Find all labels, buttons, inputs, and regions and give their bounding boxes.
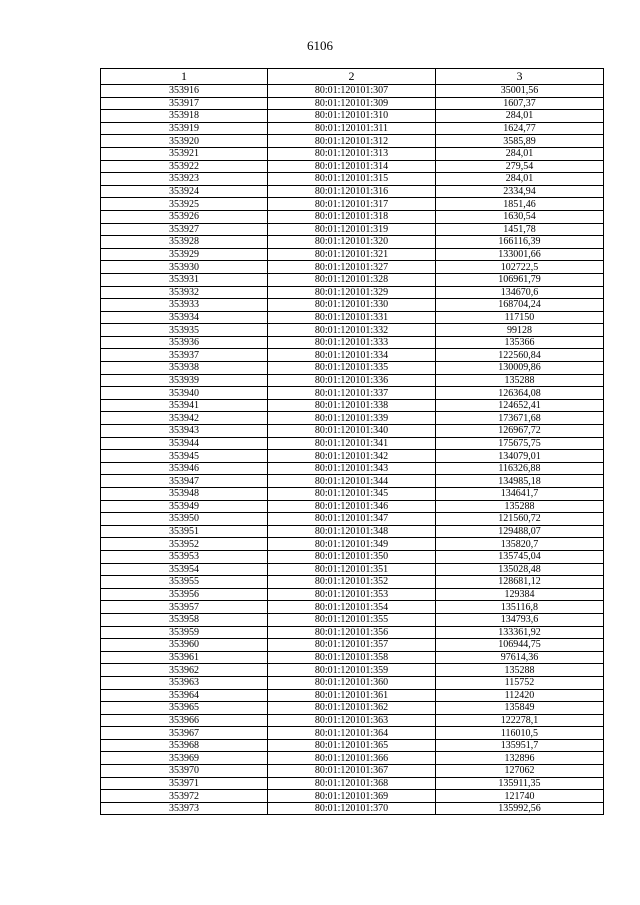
row-number-cell: 353954 bbox=[101, 563, 268, 576]
cadastral-number-cell: 80:01:120101:365 bbox=[268, 739, 436, 752]
value-cell: 1630,54 bbox=[436, 210, 604, 223]
cadastral-number-cell: 80:01:120101:340 bbox=[268, 425, 436, 438]
value-cell: 135288 bbox=[436, 500, 604, 513]
value-cell: 106944,75 bbox=[436, 639, 604, 652]
row-number-cell: 353972 bbox=[101, 790, 268, 803]
data-table bbox=[100, 68, 604, 815]
row-number-cell: 353943 bbox=[101, 425, 268, 438]
value-cell: 116326,88 bbox=[436, 462, 604, 475]
row-number-cell: 353966 bbox=[101, 714, 268, 727]
value-cell: 97614,36 bbox=[436, 651, 604, 664]
cadastral-number-cell: 80:01:120101:332 bbox=[268, 324, 436, 337]
row-number-cell: 353937 bbox=[101, 349, 268, 362]
cadastral-number-cell: 80:01:120101:346 bbox=[268, 500, 436, 513]
table-row bbox=[101, 362, 604, 375]
cadastral-number-cell: 80:01:120101:320 bbox=[268, 236, 436, 249]
table-row bbox=[101, 727, 604, 740]
table-row bbox=[101, 626, 604, 639]
cadastral-number-cell: 80:01:120101:352 bbox=[268, 576, 436, 589]
cadastral-number-cell: 80:01:120101:333 bbox=[268, 336, 436, 349]
table-row bbox=[101, 374, 604, 387]
table-row bbox=[101, 525, 604, 538]
cadastral-number-cell: 80:01:120101:347 bbox=[268, 513, 436, 526]
cadastral-number-cell: 80:01:120101:367 bbox=[268, 765, 436, 778]
row-number-cell: 353939 bbox=[101, 374, 268, 387]
value-cell: 135366 bbox=[436, 336, 604, 349]
table-row bbox=[101, 550, 604, 563]
value-cell: 134670,6 bbox=[436, 286, 604, 299]
table-row bbox=[101, 462, 604, 475]
row-number-cell: 353931 bbox=[101, 273, 268, 286]
row-number-cell: 353916 bbox=[101, 85, 268, 98]
row-number-cell: 353953 bbox=[101, 550, 268, 563]
row-number-cell: 353962 bbox=[101, 664, 268, 677]
cadastral-number-cell: 80:01:120101:369 bbox=[268, 790, 436, 803]
row-number-cell: 353929 bbox=[101, 248, 268, 261]
cadastral-number-cell: 80:01:120101:312 bbox=[268, 135, 436, 148]
table-row bbox=[101, 173, 604, 186]
table-row bbox=[101, 802, 604, 815]
table-row bbox=[101, 475, 604, 488]
cadastral-number-cell: 80:01:120101:357 bbox=[268, 639, 436, 652]
row-number-cell: 353959 bbox=[101, 626, 268, 639]
table-row bbox=[101, 311, 604, 324]
table-row bbox=[101, 664, 604, 677]
table-row bbox=[101, 639, 604, 652]
cadastral-number-cell: 80:01:120101:318 bbox=[268, 210, 436, 223]
value-cell: 115752 bbox=[436, 676, 604, 689]
row-number-cell: 353921 bbox=[101, 147, 268, 160]
cadastral-number-cell: 80:01:120101:330 bbox=[268, 299, 436, 312]
value-cell: 135849 bbox=[436, 702, 604, 715]
row-number-cell: 353969 bbox=[101, 752, 268, 765]
row-number-cell: 353955 bbox=[101, 576, 268, 589]
row-number-cell: 353919 bbox=[101, 122, 268, 135]
row-number-cell: 353968 bbox=[101, 739, 268, 752]
table-row bbox=[101, 601, 604, 614]
value-cell: 102722,5 bbox=[436, 261, 604, 274]
value-cell: 1851,46 bbox=[436, 198, 604, 211]
row-number-cell: 353917 bbox=[101, 97, 268, 110]
value-cell: 166116,39 bbox=[436, 236, 604, 249]
row-number-cell: 353935 bbox=[101, 324, 268, 337]
table-row bbox=[101, 147, 604, 160]
row-number-cell: 353936 bbox=[101, 336, 268, 349]
value-cell: 135745,04 bbox=[436, 550, 604, 563]
table-row bbox=[101, 450, 604, 463]
row-number-cell: 353942 bbox=[101, 412, 268, 425]
row-number-cell: 353920 bbox=[101, 135, 268, 148]
table-row bbox=[101, 676, 604, 689]
row-number-cell: 353930 bbox=[101, 261, 268, 274]
value-cell: 134079,01 bbox=[436, 450, 604, 463]
row-number-cell: 353923 bbox=[101, 173, 268, 186]
row-number-cell: 353940 bbox=[101, 387, 268, 400]
table-row bbox=[101, 702, 604, 715]
value-cell: 175675,75 bbox=[436, 437, 604, 450]
cadastral-number-cell: 80:01:120101:351 bbox=[268, 563, 436, 576]
row-number-cell: 353951 bbox=[101, 525, 268, 538]
value-cell: 126967,72 bbox=[436, 425, 604, 438]
value-cell: 1451,78 bbox=[436, 223, 604, 236]
cadastral-number-cell: 80:01:120101:334 bbox=[268, 349, 436, 362]
table-row bbox=[101, 500, 604, 513]
row-number-cell: 353948 bbox=[101, 488, 268, 501]
value-cell: 99128 bbox=[436, 324, 604, 337]
row-number-cell: 353961 bbox=[101, 651, 268, 664]
value-cell: 284,01 bbox=[436, 173, 604, 186]
value-cell: 1624,77 bbox=[436, 122, 604, 135]
row-number-cell: 353973 bbox=[101, 802, 268, 815]
cadastral-number-cell: 80:01:120101:321 bbox=[268, 248, 436, 261]
value-cell: 135028,48 bbox=[436, 563, 604, 576]
value-cell: 132896 bbox=[436, 752, 604, 765]
cadastral-number-cell: 80:01:120101:310 bbox=[268, 110, 436, 123]
cadastral-number-cell: 80:01:120101:366 bbox=[268, 752, 436, 765]
table-row bbox=[101, 689, 604, 702]
table-row bbox=[101, 273, 604, 286]
cadastral-number-cell: 80:01:120101:313 bbox=[268, 147, 436, 160]
cadastral-number-cell: 80:01:120101:353 bbox=[268, 588, 436, 601]
table-row bbox=[101, 160, 604, 173]
value-cell: 116010,5 bbox=[436, 727, 604, 740]
row-number-cell: 353965 bbox=[101, 702, 268, 715]
row-number-cell: 353963 bbox=[101, 676, 268, 689]
cadastral-number-cell: 80:01:120101:335 bbox=[268, 362, 436, 375]
table-row bbox=[101, 563, 604, 576]
cadastral-number-cell: 80:01:120101:315 bbox=[268, 173, 436, 186]
value-cell: 122278,1 bbox=[436, 714, 604, 727]
table-row bbox=[101, 588, 604, 601]
value-cell: 124652,41 bbox=[436, 399, 604, 412]
table-row bbox=[101, 765, 604, 778]
cadastral-number-cell: 80:01:120101:348 bbox=[268, 525, 436, 538]
cadastral-number-cell: 80:01:120101:370 bbox=[268, 802, 436, 815]
cadastral-number-cell: 80:01:120101:343 bbox=[268, 462, 436, 475]
value-cell: 1607,37 bbox=[436, 97, 604, 110]
cadastral-number-cell: 80:01:120101:344 bbox=[268, 475, 436, 488]
value-cell: 284,01 bbox=[436, 110, 604, 123]
cadastral-number-cell: 80:01:120101:311 bbox=[268, 122, 436, 135]
table-row bbox=[101, 198, 604, 211]
row-number-cell: 353934 bbox=[101, 311, 268, 324]
value-cell: 279,54 bbox=[436, 160, 604, 173]
column-header-3: 3 bbox=[436, 69, 604, 85]
value-cell: 284,01 bbox=[436, 147, 604, 160]
value-cell: 129488,07 bbox=[436, 525, 604, 538]
row-number-cell: 353960 bbox=[101, 639, 268, 652]
column-header-2: 2 bbox=[268, 69, 436, 85]
table-row bbox=[101, 739, 604, 752]
cadastral-number-cell: 80:01:120101:358 bbox=[268, 651, 436, 664]
row-number-cell: 353927 bbox=[101, 223, 268, 236]
table-row bbox=[101, 714, 604, 727]
column-header-1: 1 bbox=[101, 69, 268, 85]
table-row bbox=[101, 210, 604, 223]
value-cell: 130009,86 bbox=[436, 362, 604, 375]
cadastral-number-cell: 80:01:120101:345 bbox=[268, 488, 436, 501]
table-row bbox=[101, 777, 604, 790]
table-row bbox=[101, 752, 604, 765]
cadastral-number-cell: 80:01:120101:314 bbox=[268, 160, 436, 173]
value-cell: 134641,7 bbox=[436, 488, 604, 501]
table-row bbox=[101, 97, 604, 110]
cadastral-number-cell: 80:01:120101:350 bbox=[268, 550, 436, 563]
row-number-cell: 353938 bbox=[101, 362, 268, 375]
table-row bbox=[101, 576, 604, 589]
row-number-cell: 353926 bbox=[101, 210, 268, 223]
row-number-cell: 353971 bbox=[101, 777, 268, 790]
row-number-cell: 353970 bbox=[101, 765, 268, 778]
row-number-cell: 353933 bbox=[101, 299, 268, 312]
cadastral-number-cell: 80:01:120101:360 bbox=[268, 676, 436, 689]
row-number-cell: 353925 bbox=[101, 198, 268, 211]
table-row bbox=[101, 299, 604, 312]
table-row bbox=[101, 399, 604, 412]
cadastral-number-cell: 80:01:120101:307 bbox=[268, 85, 436, 98]
table-row bbox=[101, 248, 604, 261]
cadastral-number-cell: 80:01:120101:316 bbox=[268, 185, 436, 198]
cadastral-number-cell: 80:01:120101:331 bbox=[268, 311, 436, 324]
table-row bbox=[101, 425, 604, 438]
cadastral-number-cell: 80:01:120101:309 bbox=[268, 97, 436, 110]
cadastral-number-cell: 80:01:120101:336 bbox=[268, 374, 436, 387]
value-cell: 133001,66 bbox=[436, 248, 604, 261]
cadastral-number-cell: 80:01:120101:342 bbox=[268, 450, 436, 463]
row-number-cell: 353928 bbox=[101, 236, 268, 249]
value-cell: 135288 bbox=[436, 664, 604, 677]
row-number-cell: 353956 bbox=[101, 588, 268, 601]
table-row bbox=[101, 85, 604, 98]
row-number-cell: 353944 bbox=[101, 437, 268, 450]
value-cell: 122560,84 bbox=[436, 349, 604, 362]
value-cell: 168704,24 bbox=[436, 299, 604, 312]
table-row bbox=[101, 387, 604, 400]
table-row bbox=[101, 336, 604, 349]
table-row bbox=[101, 236, 604, 249]
value-cell: 3585,89 bbox=[436, 135, 604, 148]
value-cell: 134985,18 bbox=[436, 475, 604, 488]
value-cell: 129384 bbox=[436, 588, 604, 601]
table-row bbox=[101, 324, 604, 337]
cadastral-number-cell: 80:01:120101:329 bbox=[268, 286, 436, 299]
value-cell: 121740 bbox=[436, 790, 604, 803]
row-number-cell: 353918 bbox=[101, 110, 268, 123]
row-number-cell: 353932 bbox=[101, 286, 268, 299]
value-cell: 133361,92 bbox=[436, 626, 604, 639]
cadastral-number-cell: 80:01:120101:355 bbox=[268, 613, 436, 626]
cadastral-number-cell: 80:01:120101:359 bbox=[268, 664, 436, 677]
cadastral-number-cell: 80:01:120101:327 bbox=[268, 261, 436, 274]
table-header bbox=[101, 69, 604, 85]
value-cell: 135951,7 bbox=[436, 739, 604, 752]
value-cell: 135820,7 bbox=[436, 538, 604, 551]
value-cell: 126364,08 bbox=[436, 387, 604, 400]
cadastral-number-cell: 80:01:120101:354 bbox=[268, 601, 436, 614]
value-cell: 134793,6 bbox=[436, 613, 604, 626]
table-row bbox=[101, 261, 604, 274]
table-row bbox=[101, 488, 604, 501]
table-row bbox=[101, 122, 604, 135]
cadastral-number-cell: 80:01:120101:361 bbox=[268, 689, 436, 702]
value-cell: 106961,79 bbox=[436, 273, 604, 286]
value-cell: 117150 bbox=[436, 311, 604, 324]
table-row bbox=[101, 437, 604, 450]
cadastral-number-cell: 80:01:120101:338 bbox=[268, 399, 436, 412]
cadastral-number-cell: 80:01:120101:319 bbox=[268, 223, 436, 236]
value-cell: 128681,12 bbox=[436, 576, 604, 589]
value-cell: 121560,72 bbox=[436, 513, 604, 526]
cadastral-number-cell: 80:01:120101:356 bbox=[268, 626, 436, 639]
table-row bbox=[101, 513, 604, 526]
row-number-cell: 353924 bbox=[101, 185, 268, 198]
header-row bbox=[101, 69, 604, 85]
value-cell: 35001,56 bbox=[436, 85, 604, 98]
value-cell: 135288 bbox=[436, 374, 604, 387]
row-number-cell: 353922 bbox=[101, 160, 268, 173]
table-row bbox=[101, 412, 604, 425]
cadastral-number-cell: 80:01:120101:363 bbox=[268, 714, 436, 727]
row-number-cell: 353957 bbox=[101, 601, 268, 614]
value-cell: 135116,8 bbox=[436, 601, 604, 614]
value-cell: 112420 bbox=[436, 689, 604, 702]
row-number-cell: 353941 bbox=[101, 399, 268, 412]
table-row bbox=[101, 286, 604, 299]
page-number: 6106 bbox=[307, 38, 333, 53]
row-number-cell: 353949 bbox=[101, 500, 268, 513]
table-row bbox=[101, 223, 604, 236]
table-row bbox=[101, 651, 604, 664]
value-cell: 2334,94 bbox=[436, 185, 604, 198]
row-number-cell: 353952 bbox=[101, 538, 268, 551]
table-row bbox=[101, 538, 604, 551]
value-cell: 173671,68 bbox=[436, 412, 604, 425]
value-cell: 127062 bbox=[436, 765, 604, 778]
cadastral-number-cell: 80:01:120101:364 bbox=[268, 727, 436, 740]
table-row bbox=[101, 110, 604, 123]
cadastral-number-cell: 80:01:120101:368 bbox=[268, 777, 436, 790]
cadastral-number-cell: 80:01:120101:317 bbox=[268, 198, 436, 211]
cadastral-number-cell: 80:01:120101:341 bbox=[268, 437, 436, 450]
row-number-cell: 353958 bbox=[101, 613, 268, 626]
row-number-cell: 353947 bbox=[101, 475, 268, 488]
table-body bbox=[101, 85, 604, 815]
row-number-cell: 353967 bbox=[101, 727, 268, 740]
row-number-cell: 353964 bbox=[101, 689, 268, 702]
cadastral-number-cell: 80:01:120101:362 bbox=[268, 702, 436, 715]
table-row bbox=[101, 613, 604, 626]
table-row bbox=[101, 349, 604, 362]
row-number-cell: 353946 bbox=[101, 462, 268, 475]
table-row bbox=[101, 135, 604, 148]
row-number-cell: 353945 bbox=[101, 450, 268, 463]
row-number-cell: 353950 bbox=[101, 513, 268, 526]
cadastral-number-cell: 80:01:120101:337 bbox=[268, 387, 436, 400]
cadastral-number-cell: 80:01:120101:339 bbox=[268, 412, 436, 425]
table-row bbox=[101, 185, 604, 198]
value-cell: 135911,35 bbox=[436, 777, 604, 790]
value-cell: 135992,56 bbox=[436, 802, 604, 815]
cadastral-number-cell: 80:01:120101:349 bbox=[268, 538, 436, 551]
cadastral-number-cell: 80:01:120101:328 bbox=[268, 273, 436, 286]
table-row bbox=[101, 790, 604, 803]
